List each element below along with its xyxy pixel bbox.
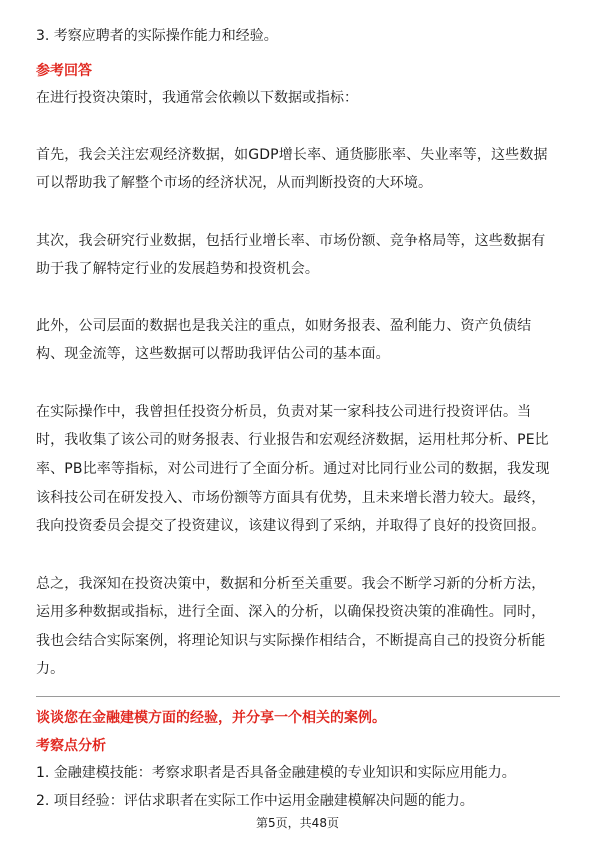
paragraph-2-line-1: 其次，我会研究行业数据，包括行业增长率、市场份额、竞争格局等，这些数据有 [36, 233, 546, 249]
paragraph-4-line-5: 我向投资委员会提交了投资建议，该建议得到了采纳，并取得了良好的投资回报。 [36, 518, 546, 534]
analysis-item-2: 2. 项目经验：评估求职者在实际工作中运用金融建模解决问题的能力。 [36, 793, 474, 809]
page-number-footer: 第5页，共48页 [256, 816, 339, 830]
analysis-item-1: 1. 金融建模技能：考察求职者是否具备金融建模的专业知识和实际应用能力。 [36, 765, 516, 781]
paragraph-5-line-2: 运用多种数据或指标，进行全面、深入的分析，以确保投资决策的准确性。同时， [36, 604, 546, 620]
paragraph-4-line-1: 在实际操作中，我曾担任投资分析员，负责对某一家科技公司进行投资评估。当 [36, 404, 532, 420]
paragraph-4-line-4: 该科技公司在研发投入、市场份额等方面具有优势，且未来增长潜力较大。最终， [36, 490, 546, 506]
assessment-item-3: 3. 考察应聘者的实际操作能力和经验。 [36, 28, 278, 44]
paragraph-1-line-1: 首先，我会关注宏观经济数据，如GDP增长率、通货膨胀率、失业率等，这些数据 [36, 147, 548, 163]
answer-intro: 在进行投资决策时，我通常会依赖以下数据或指标： [36, 90, 358, 106]
paragraph-3-line-1: 此外，公司层面的数据也是我关注的重点，如财务报表、盈利能力、资产负债结 [36, 318, 532, 334]
paragraph-5-line-4: 力。 [36, 661, 65, 677]
analysis-heading: 考察点分析 [36, 738, 106, 754]
paragraph-4-line-3: 率、PB比率等指标，对公司进行了全面分析。通过对比同行业公司的数据，我发现 [36, 461, 550, 477]
paragraph-5-line-1: 总之，我深知在投资决策中，数据和分析至关重要。我会不断学习新的分析方法， [36, 576, 546, 592]
section-divider [36, 696, 560, 697]
answer-heading: 参考回答 [36, 63, 92, 79]
paragraph-2-line-2: 助于我了解特定行业的发展趋势和投资机会。 [36, 261, 319, 277]
paragraph-4-line-2: 时，我收集了该公司的财务报表、行业报告和宏观经济数据，运用杜邦分析、PE比 [36, 432, 549, 448]
paragraph-3-line-2: 构、现金流等，这些数据可以帮助我评估公司的基本面。 [36, 346, 390, 362]
interview-question: 谈谈您在金融建模方面的经验，并分享一个相关的案例。 [36, 710, 386, 726]
paragraph-5-line-3: 我也会结合实际案例，将理论知识与实际操作相结合，不断提高自己的投资分析能 [36, 633, 546, 649]
paragraph-1-line-2: 可以帮助我了解整个市场的经济状况，从而判断投资的大环境。 [36, 175, 433, 191]
